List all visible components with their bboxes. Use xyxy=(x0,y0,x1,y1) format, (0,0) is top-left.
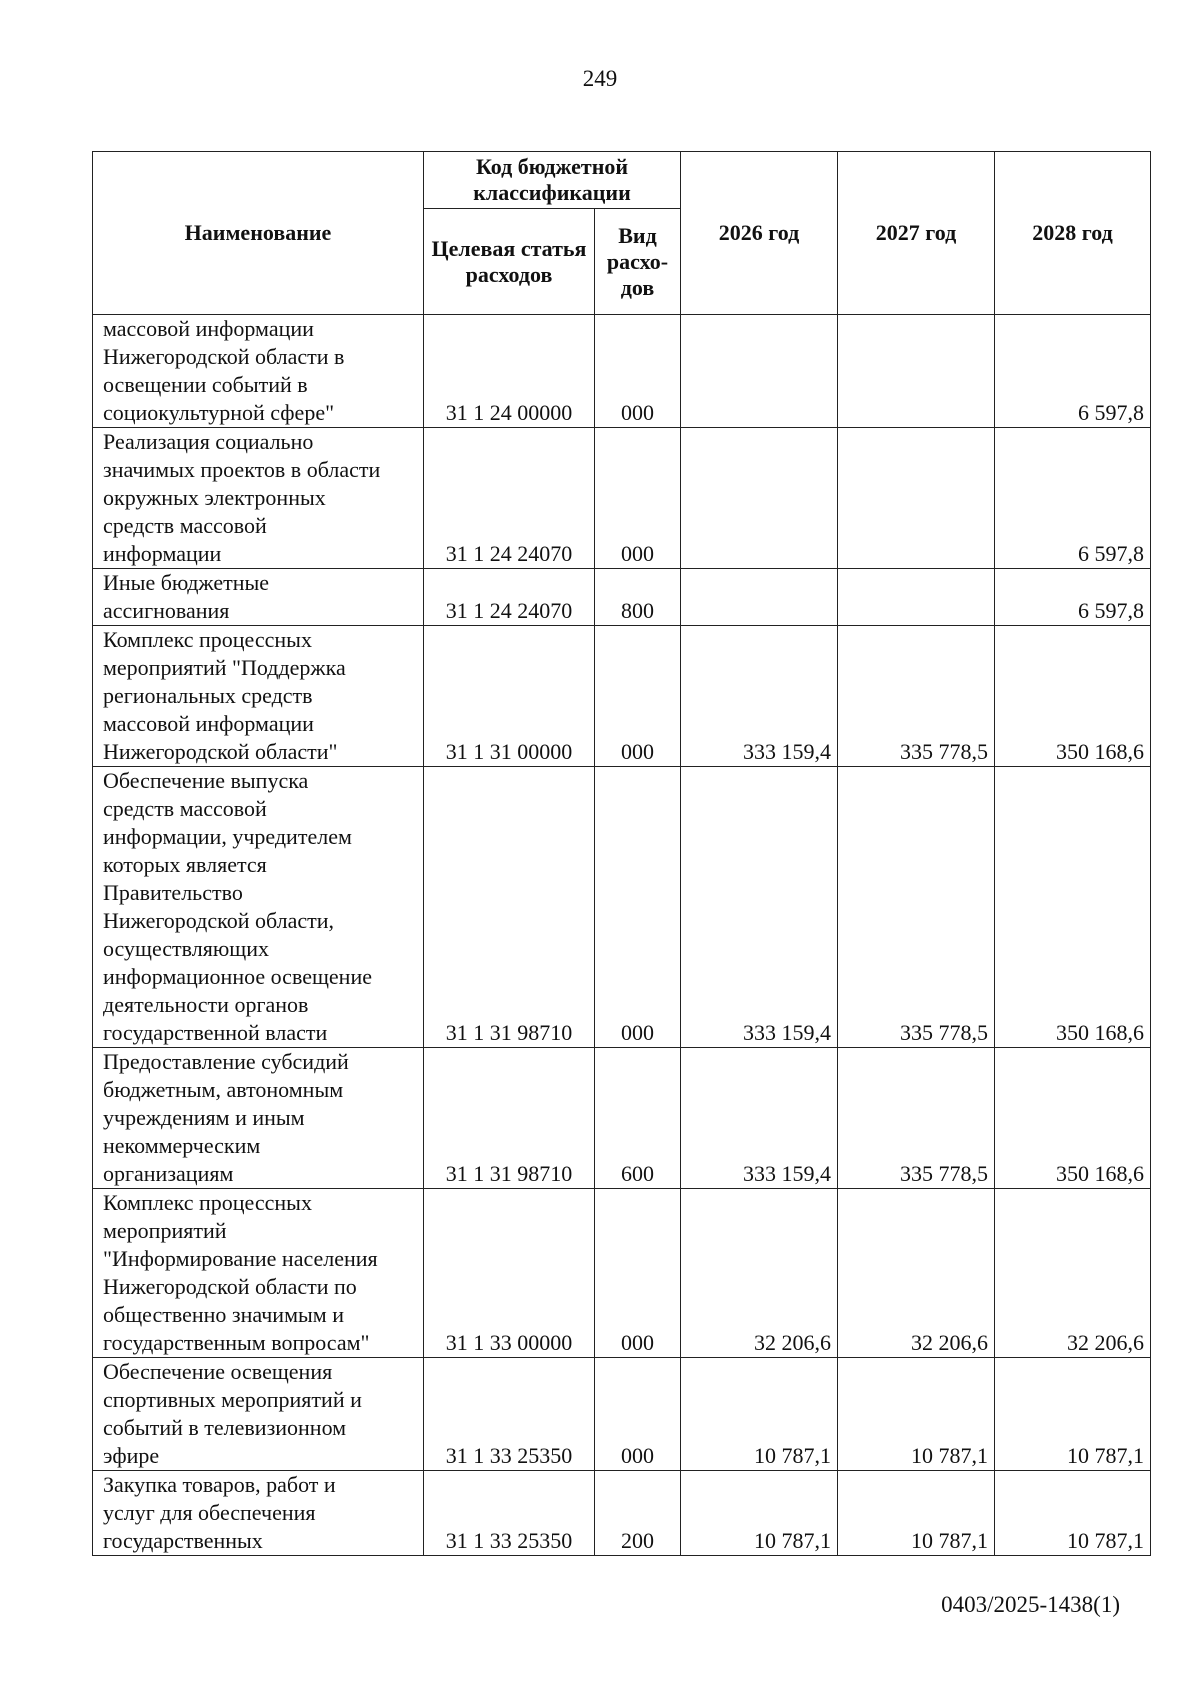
row-vid: 000 xyxy=(595,315,681,428)
row-code: 31 1 31 98710 xyxy=(424,767,595,1048)
row-2027: 32 206,6 xyxy=(838,1189,995,1358)
row-2027: 10 787,1 xyxy=(838,1471,995,1556)
row-2027 xyxy=(838,428,995,569)
row-name: Предоставление субсидий бюджетным, автономным учреждениям и иным некоммерческим организациям xyxy=(93,1048,424,1189)
row-2027: 335 778,5 xyxy=(838,626,995,767)
row-2026: 10 787,1 xyxy=(681,1358,838,1471)
row-2026 xyxy=(681,428,838,569)
row-name: Обеспечение освещения спортивных мероприятий и событий в телевизионном эфире xyxy=(93,1358,424,1471)
table-row xyxy=(93,767,1151,1048)
row-2028: 10 787,1 xyxy=(995,1471,1151,1556)
table-row xyxy=(93,1358,1151,1471)
row-2026: 32 206,6 xyxy=(681,1189,838,1358)
header-target-article: Целевая статья расходов xyxy=(424,209,595,315)
row-vid: 000 xyxy=(595,1189,681,1358)
row-vid: 600 xyxy=(595,1048,681,1189)
budget-table xyxy=(92,151,1151,1556)
row-code: 31 1 31 98710 xyxy=(424,1048,595,1189)
row-2026 xyxy=(681,315,838,428)
table-row xyxy=(93,626,1151,767)
row-code: 31 1 33 25350 xyxy=(424,1358,595,1471)
row-name: Иные бюджетные ассигнования xyxy=(93,569,424,626)
row-2028: 10 787,1 xyxy=(995,1358,1151,1471)
header-2026: 2026 год xyxy=(681,152,838,315)
row-vid: 200 xyxy=(595,1471,681,1556)
row-code: 31 1 24 24070 xyxy=(424,428,595,569)
row-2028: 6 597,8 xyxy=(995,428,1151,569)
row-code: 31 1 31 00000 xyxy=(424,626,595,767)
row-2026: 10 787,1 xyxy=(681,1471,838,1556)
row-2028: 6 597,8 xyxy=(995,569,1151,626)
row-2026: 333 159,4 xyxy=(681,767,838,1048)
row-2027: 335 778,5 xyxy=(838,1048,995,1189)
row-vid: 000 xyxy=(595,767,681,1048)
row-name: Комплекс процессных мероприятий "Поддержка региональных средств массовой информации Нижегородской области" xyxy=(93,626,424,767)
row-2028: 350 168,6 xyxy=(995,1048,1151,1189)
table-row xyxy=(93,428,1151,569)
row-name: Закупка товаров, работ и услуг для обеспечения государственных xyxy=(93,1471,424,1556)
row-code: 31 1 24 00000 xyxy=(424,315,595,428)
row-2027: 335 778,5 xyxy=(838,767,995,1048)
row-code: 31 1 33 25350 xyxy=(424,1471,595,1556)
header-2028: 2028 год xyxy=(995,152,1151,315)
row-2026: 333 159,4 xyxy=(681,626,838,767)
row-name: массовой информации Нижегородской области в освещении событий в социокультурной сфере" xyxy=(93,315,424,428)
row-vid: 000 xyxy=(595,428,681,569)
row-vid: 000 xyxy=(595,626,681,767)
table-row xyxy=(93,1048,1151,1189)
page-number: 249 xyxy=(582,66,618,91)
row-2028: 6 597,8 xyxy=(995,315,1151,428)
row-2028: 350 168,6 xyxy=(995,626,1151,767)
row-2027: 10 787,1 xyxy=(838,1358,995,1471)
row-2028: 32 206,6 xyxy=(995,1189,1151,1358)
header-kbk: Код бюджетной классификации xyxy=(424,152,681,209)
table-row xyxy=(93,315,1151,428)
header-name: Наименование xyxy=(93,152,424,315)
table-row xyxy=(93,1471,1151,1556)
table-row xyxy=(93,1189,1151,1358)
row-name: Обеспечение выпуска средств массовой информации, учредителем которых является Правительство Нижегородской области, осуществляющих информационное освещение деятельности органов государственной власти xyxy=(93,767,424,1048)
row-vid: 800 xyxy=(595,569,681,626)
row-name: Комплекс процессных мероприятий "Информирование населения Нижегородской области по общественно значимым и государственным вопросам" xyxy=(93,1189,424,1358)
row-name: Реализация социально значимых проектов в области окружных электронных средств массовой информации xyxy=(93,428,424,569)
row-code: 31 1 24 24070 xyxy=(424,569,595,626)
row-2028: 350 168,6 xyxy=(995,767,1151,1048)
header-expense-type: Вид расхо-дов xyxy=(595,209,681,315)
row-2027 xyxy=(838,315,995,428)
row-vid: 000 xyxy=(595,1358,681,1471)
document-code: 0403/2025-1438(1) xyxy=(941,1592,1120,1617)
header-2027: 2027 год xyxy=(838,152,995,315)
row-code: 31 1 33 00000 xyxy=(424,1189,595,1358)
row-2027 xyxy=(838,569,995,626)
row-2026 xyxy=(681,569,838,626)
row-2026: 333 159,4 xyxy=(681,1048,838,1189)
table-row xyxy=(93,569,1151,626)
